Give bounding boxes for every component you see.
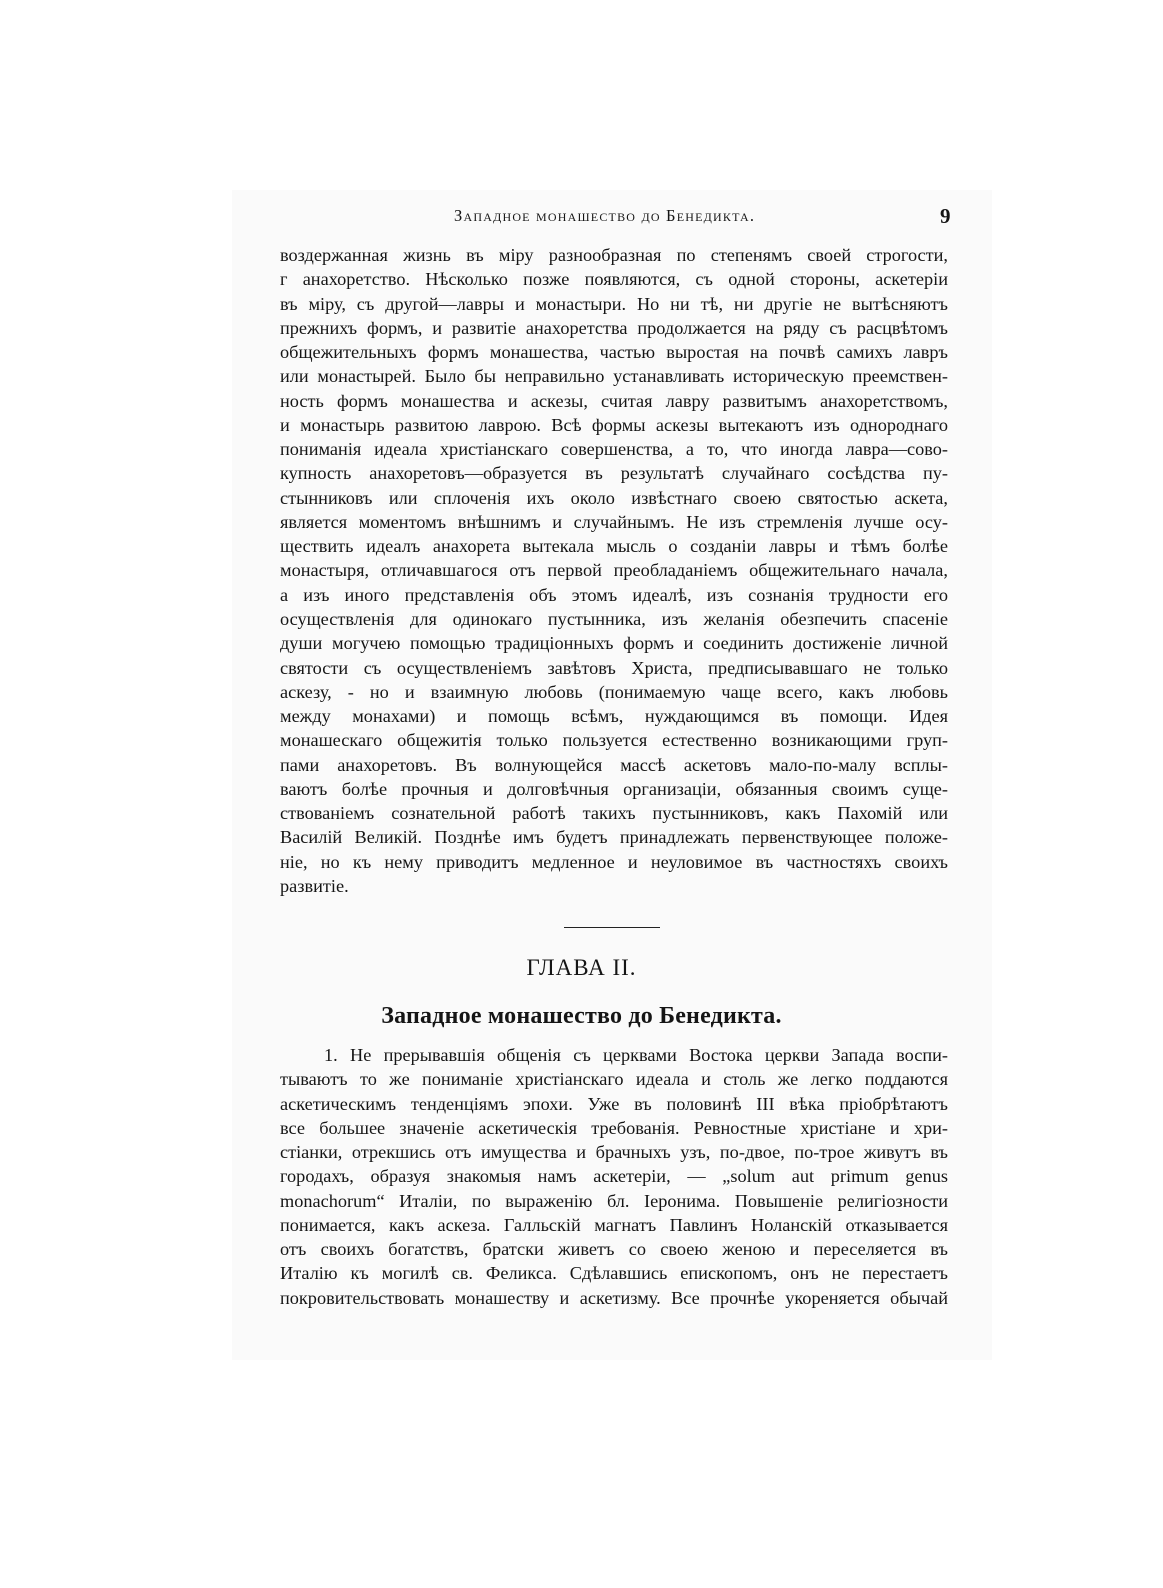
running-header-title: Западное монашество до Бенедикта. [454, 206, 756, 225]
text-line: осуществленія для одинокаго пустынника, изъ желанія обезпечить спасеніе [280, 608, 948, 629]
text-line: а изъ иного представленія объ этомъ идеалѣ, изъ сознанія трудности его [280, 584, 948, 605]
section-divider [564, 927, 660, 928]
text-line: ществить идеалъ анахорета вытекала мысль о созданіи лавры и тѣмъ болѣе [280, 536, 948, 557]
text-line: воздержанная жизнь въ міру разнообразная по степенямъ своей строгости, [280, 245, 948, 265]
text-line: Италію къ могилѣ св. Феликса. Сдѣлавшись епископомъ, онъ не перестаетъ [280, 1263, 948, 1284]
text-line: ніе, но къ нему приводитъ медленное и неуловимое въ частностяхъ своихъ [280, 851, 948, 872]
text-line: ность формъ монашества и аскезы, считая лавру развитымъ анахоретствомъ, [280, 390, 948, 411]
text-line: все большее значеніе аскетическія требованія. Ревностные христіане и хри- [280, 1117, 948, 1138]
text-line: купность анахоретовъ—образуется въ результатѣ случайнаго сосѣдства пу- [280, 463, 948, 484]
text-line: г анахоретство. Нѣсколько позже появляются, съ одной стороны, аскетеріи [280, 269, 948, 290]
text-line: стіанки, отрекшись отъ имущества и брачныхъ узъ, по-двое, по-трое живутъ въ [280, 1142, 948, 1163]
text-line: городахъ, образуя знакомыя намъ аскетеріи, — „solum aut primum genus [280, 1166, 948, 1187]
text-line: отъ своихъ богатствъ, братски живетъ со своею женою и переселяется въ [280, 1239, 948, 1260]
text-line: аскезу, - но и взаимную любовь (понимаемую чаще всего, какъ любовь [280, 681, 948, 702]
text-line: ствованіемъ сознательной работѣ такихъ пустынниковъ, какъ Пахомій или [280, 803, 948, 824]
text-line: монастыря, отличавшагося отъ первой преобладаніемъ общежительнаго начала, [280, 560, 948, 581]
text-line: ваютъ болѣе прочныя и долговѣчныя организаціи, обязанныя своимъ суще- [280, 778, 948, 799]
section-paragraph [280, 1043, 948, 1310]
text-line: въ міру, съ другой—лавры и монастыри. Но ни тѣ, ни другіе не вытѣсняютъ [280, 293, 948, 314]
text-line: Василій Великій. Позднѣе имъ будетъ принадлежать первенствующее положе- [280, 827, 948, 848]
chapter-title: Западное монашество до Бенедикта. [381, 1003, 782, 1029]
text-line: общежительныхъ формъ монашества, частью выростая на почвѣ самихъ лавръ [280, 342, 948, 363]
text-line: святости съ осуществленіемъ завѣтовъ Христа, предписывавшаго не только [280, 657, 948, 678]
chapter-number: ГЛАВА II. [526, 955, 637, 980]
text-line: души могучею помощью традиціонныхъ формъ и соединить достиженіе личной [280, 633, 948, 654]
text-line: покровительствовать монашеству и аскетизму. Все прочнѣе укореняется обычай [280, 1287, 948, 1308]
text-line: аскетическимъ тенденціямъ эпохи. Уже въ половинѣ III вѣка пріобрѣтаютъ [280, 1093, 948, 1114]
text-line: монашескаго общежитія только пользуется естественно возникающими груп- [280, 730, 948, 751]
page-number: 9 [940, 204, 951, 228]
text-line: между монахами) и помощь всѣмъ, нуждающимся въ помощи. Идея [280, 706, 948, 727]
text-line: пониманія идеала христіанскаго совершенства, а то, что иногда лавра—сово- [280, 439, 948, 460]
text-line: пами анахоретовъ. Въ волнующейся массѣ аскетовъ мало-по-малу всплы- [280, 754, 948, 775]
text-line: 1. Не прерывавшія общенія съ церквами Востока церкви Запада воспи- [324, 1045, 948, 1065]
text-line: является моментомъ внѣшнимъ и случайнымъ. Не изъ стремленія лучше осу- [280, 511, 948, 532]
text-line: тываютъ то же пониманіе христіанскаго идеала и столь же легко поддаются [280, 1069, 948, 1090]
text-line: monachorum“ Италіи, по выраженію бл. Іеронима. Повышеніе религіозности [280, 1190, 948, 1211]
text-line: стынниковъ или сплоченія ихъ около извѣстнаго своею святостью аскета, [280, 487, 948, 508]
text-line: понимается, какъ аскеза. Галльскій магнатъ Павлинъ Ноланскій отказывается [280, 1214, 948, 1235]
text-line: и монастырь развитою лаврою. Всѣ формы аскезы вытекаютъ изъ однороднаго [280, 414, 948, 435]
text-line: или монастырей. Было бы неправильно устанавливать историческую преемствен- [280, 366, 948, 387]
text-line: развитіе. [280, 875, 349, 896]
body-paragraph [280, 243, 948, 898]
text-line: прежнихъ формъ, и развитіе анахоретства продолжается на ряду съ расцвѣтомъ [280, 317, 948, 338]
